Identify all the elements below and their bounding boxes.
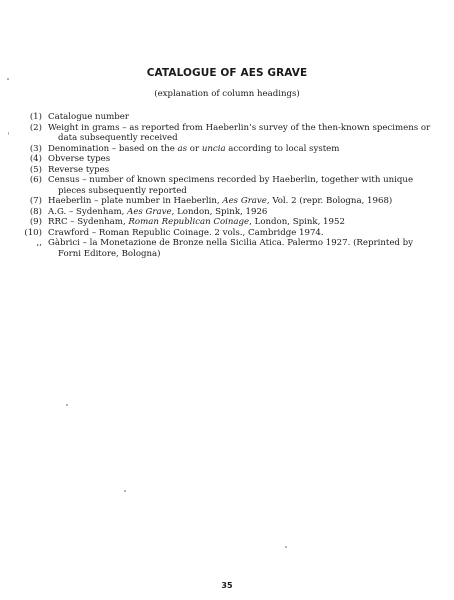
list-item xyxy=(18,238,438,259)
page-number: 35 xyxy=(221,581,233,590)
text-run: Catalogue number xyxy=(48,112,129,122)
scan-speck xyxy=(66,404,68,406)
item-text xyxy=(48,196,438,207)
item-number: (2) xyxy=(29,122,42,133)
text-run: Haeberlin – plate number in Haeberlin, xyxy=(48,196,223,206)
item-number: (1) xyxy=(29,112,42,122)
scan-speck xyxy=(8,132,9,135)
list-item xyxy=(18,112,438,123)
list-item xyxy=(18,144,438,155)
list-item xyxy=(18,123,438,144)
text-run: Denomination – based on the xyxy=(48,143,178,154)
item-number: ,, xyxy=(36,238,42,248)
list-item xyxy=(18,217,438,228)
item-number: (10) xyxy=(24,227,42,238)
text-run: or xyxy=(187,143,202,154)
list-item xyxy=(18,196,438,207)
italic-title: Aes Grave xyxy=(127,206,172,217)
page-subtitle: (explanation of column headings) xyxy=(154,89,300,99)
text-run: , London, Spink, 1926 xyxy=(171,206,268,217)
column-headings-list xyxy=(18,112,438,259)
item-text xyxy=(48,165,438,176)
list-item xyxy=(18,165,438,176)
item-number: (7) xyxy=(29,196,42,206)
list-item xyxy=(18,228,438,239)
item-number: (8) xyxy=(29,206,42,217)
italic-title: Aes Grave xyxy=(222,196,267,206)
page-title: CATALOGUE OF AES GRAVE xyxy=(146,67,308,79)
item-text xyxy=(48,238,438,259)
item-text xyxy=(48,207,438,218)
text-run: Crawford – Roman Republic Coinage. 2 vols., Cambridge 1974. xyxy=(48,227,324,238)
scan-speck xyxy=(285,546,287,548)
italic-title: Roman Republican Coinage xyxy=(128,217,250,227)
item-text xyxy=(48,144,438,155)
text-run: , London, Spink, 1952 xyxy=(249,217,345,227)
item-text xyxy=(48,123,438,144)
text-run: Reverse types xyxy=(48,164,110,175)
item-number: (3) xyxy=(29,143,42,154)
item-text xyxy=(48,228,438,239)
item-number: (9) xyxy=(29,217,42,227)
item-text xyxy=(48,217,438,228)
item-text xyxy=(48,154,438,165)
item-number: (5) xyxy=(29,164,42,175)
text-run: Census – number of known specimens recorded by Haeberlin, together with unique pieces subsequently reported xyxy=(48,175,414,196)
text-run: according to local system xyxy=(225,143,340,154)
list-item xyxy=(18,207,438,218)
text-run: Gàbrici – la Monetazione de Bronze nella Sicilia Atica. Palermo 1927. (Reprinted by Forni Editore, Bologna) xyxy=(48,238,413,259)
text-run: RRC – Sydenham, xyxy=(48,217,129,227)
list-item xyxy=(18,175,438,196)
text-run: Weight in grams – as reported from Haeberlin’s survey of the then-known specimens or data subsequently received xyxy=(48,122,431,143)
item-text xyxy=(48,175,438,196)
item-number: (4) xyxy=(29,154,42,164)
scan-speck xyxy=(7,78,9,80)
item-text xyxy=(48,112,438,123)
scan-speck xyxy=(124,490,126,492)
text-run: A.G. – Sydenham, xyxy=(48,206,128,217)
text-run: Obverse types xyxy=(48,154,111,164)
item-number: (6) xyxy=(29,175,42,185)
italic-title: as xyxy=(177,143,188,154)
text-run: , Vol. 2 (repr. Bologna, 1968) xyxy=(266,196,393,206)
italic-title: uncia xyxy=(201,143,226,154)
list-item xyxy=(18,154,438,165)
